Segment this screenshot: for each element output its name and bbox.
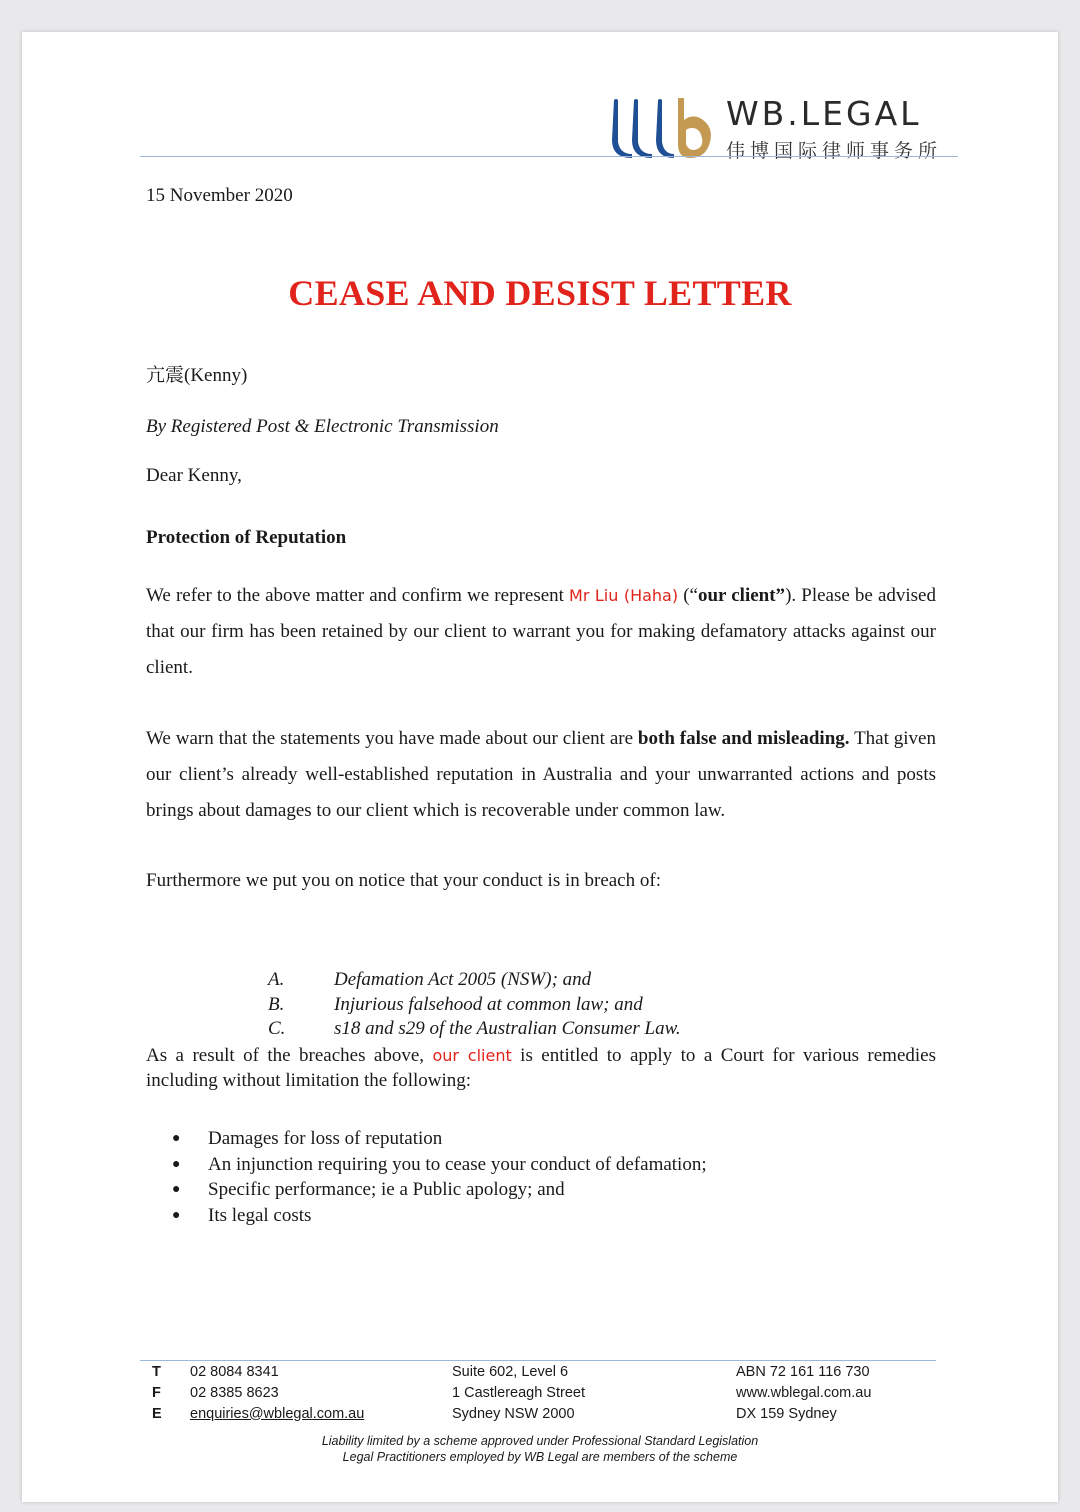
contact-email: E enquiries@wblegal.com.au — [152, 1404, 364, 1425]
firm-name-chinese: 伟博国际律师事务所 — [726, 140, 943, 162]
breach-list — [268, 968, 681, 1042]
firm-name: WB.LEGAL — [726, 94, 922, 133]
footer-company-info: ABN 72 161 116 730 www.wblegal.com.au DX 159 Sydney — [736, 1364, 872, 1422]
list-item: A. Defamation Act 2005 (NSW); and — [268, 969, 592, 990]
remedy-list — [172, 1126, 707, 1228]
list-item: ● Specific performance; ie a Public apology; and — [172, 1177, 707, 1203]
website-link[interactable]: www.wblegal.com.au — [736, 1384, 872, 1401]
list-item: ● Damages for loss of reputation — [172, 1126, 707, 1152]
client-name: Mr Liu (Haha) — [569, 586, 679, 605]
client-reference: our client — [432, 1046, 512, 1065]
paragraph-remedies: As a result of the breaches above, our client is entitled to apply to a Court for various remedies including without limitation the following: — [146, 1045, 936, 1091]
wb-logo-icon — [608, 96, 718, 158]
letter-date: 15 November 2020 — [146, 185, 293, 206]
paragraph-warning: We warn that the statements you have made about our client are both false and misleading. That given our client’s already well-established reputation in Australia and your unwarranted actions and posts brings about damages to our client which is recoverable under common law. — [146, 728, 936, 821]
list-item: B. Injurious falsehood at common law; and — [268, 993, 643, 1015]
recipient-name: 亢震(Kenny) — [146, 365, 248, 386]
bullet-icon: ● — [172, 1156, 181, 1172]
email-link[interactable]: enquiries@wblegal.com.au — [190, 1405, 365, 1422]
list-item: ● Its legal costs — [172, 1203, 707, 1229]
list-item: C. s18 and s29 of the Australian Consumer Law. — [268, 1018, 681, 1039]
list-item: ● An injunction requiring you to cease your conduct of defamation; — [172, 1152, 707, 1178]
footer-address: Suite 602, Level 6 1 Castlereagh Street Sydney NSW 2000 — [452, 1364, 585, 1422]
footer-divider — [140, 1360, 936, 1361]
greeting: Dear Kenny, — [146, 465, 242, 486]
bullet-icon: ● — [172, 1182, 181, 1197]
bullet-icon: ● — [172, 1207, 181, 1223]
bullet-icon: ● — [172, 1131, 181, 1146]
liability-notice: Liability limited by a scheme approved under Professional Standard Legislation Legal Practitioners employed by WB Legal are members of the scheme — [321, 1434, 759, 1464]
delivery-method: By Registered Post & Electronic Transmission — [146, 416, 499, 437]
letter-page — [22, 32, 1058, 1502]
subject-heading: Protection of Reputation — [146, 527, 347, 548]
contact-phone: T 02 8084 8341 — [152, 1364, 279, 1380]
letter-title: CEASE AND DESIST LETTER — [288, 273, 792, 313]
firm-logo — [608, 94, 958, 164]
paragraph-representation: We refer to the above matter and confirm we represent Mr Liu (Haha) (“our client”). Please be advised that our firm has been retained by our client to warrant you for making defamatory attacks against our client. — [146, 585, 936, 678]
header-divider — [140, 156, 958, 157]
contact-fax: F 02 8385 8623 — [152, 1384, 279, 1401]
paragraph-notice: Furthermore we put you on notice that your conduct is in breach of: — [146, 870, 661, 891]
footer-contacts — [152, 1362, 364, 1424]
